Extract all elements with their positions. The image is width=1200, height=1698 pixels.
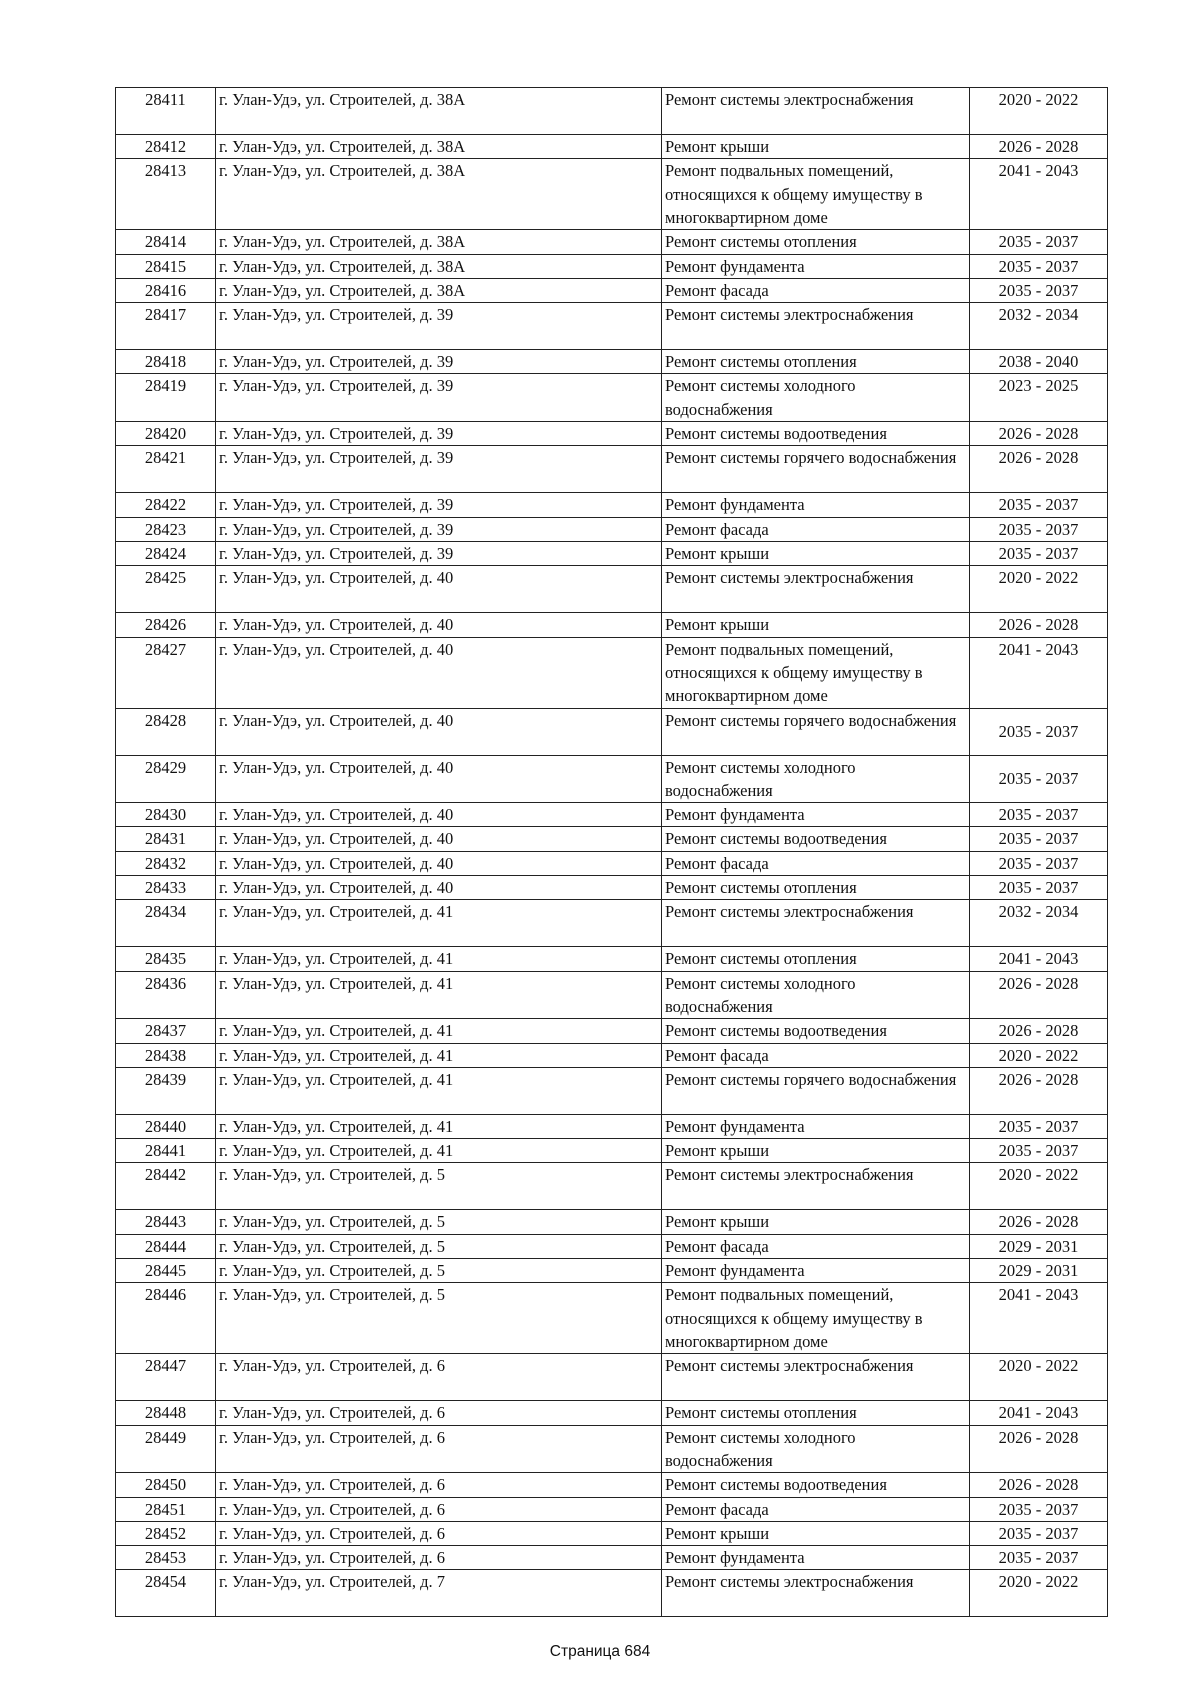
period-cell: 2026 - 2028: [970, 135, 1108, 159]
period-cell: 2035 - 2037: [970, 851, 1108, 875]
table-row: [116, 278, 1108, 302]
address-cell: г. Улан-Удэ, ул. Строителей, д. 41: [216, 947, 662, 971]
table-row: [116, 1043, 1108, 1067]
address-cell: г. Улан-Удэ, ул. Строителей, д. 39: [216, 541, 662, 565]
work-type-cell: Ремонт системы водоотведения: [662, 827, 970, 851]
table-row: [116, 88, 1108, 135]
address-cell: г. Улан-Удэ, ул. Строителей, д. 5: [216, 1210, 662, 1234]
period-cell: 2035 - 2037: [970, 803, 1108, 827]
work-type-cell: Ремонт фундамента: [662, 254, 970, 278]
table-row: [116, 1497, 1108, 1521]
row-number: 28419: [116, 374, 216, 422]
address-cell: г. Улан-Удэ, ул. Строителей, д. 6: [216, 1401, 662, 1425]
row-number: 28434: [116, 900, 216, 947]
row-number: 28430: [116, 803, 216, 827]
row-number: 28420: [116, 422, 216, 446]
address-cell: г. Улан-Удэ, ул. Строителей, д. 40: [216, 755, 662, 803]
period-cell: 2041 - 2043: [970, 1401, 1108, 1425]
period-cell: 2035 - 2037: [970, 493, 1108, 517]
table-row: [116, 566, 1108, 613]
table-row: [116, 541, 1108, 565]
period-cell: 2035 - 2037: [970, 230, 1108, 254]
row-number: 28451: [116, 1497, 216, 1521]
period-cell: 2035 - 2037: [970, 708, 1108, 755]
table-row: [116, 1354, 1108, 1401]
work-type-cell: Ремонт системы отопления: [662, 947, 970, 971]
row-number: 28412: [116, 135, 216, 159]
row-number: 28449: [116, 1425, 216, 1473]
address-cell: г. Улан-Удэ, ул. Строителей, д. 5: [216, 1259, 662, 1283]
period-cell: 2020 - 2022: [970, 1570, 1108, 1617]
work-type-cell: Ремонт системы отопления: [662, 350, 970, 374]
table-row: [116, 517, 1108, 541]
period-cell: 2026 - 2028: [970, 1210, 1108, 1234]
period-cell: 2023 - 2025: [970, 374, 1108, 422]
address-cell: г. Улан-Удэ, ул. Строителей, д. 6: [216, 1473, 662, 1497]
work-type-cell: Ремонт системы горячего водоснабжения: [662, 1067, 970, 1114]
work-type-cell: Ремонт фасада: [662, 1234, 970, 1258]
work-type-cell: Ремонт фундамента: [662, 1114, 970, 1138]
table-row: [116, 230, 1108, 254]
period-cell: 2038 - 2040: [970, 350, 1108, 374]
address-cell: г. Улан-Удэ, ул. Строителей, д. 39: [216, 493, 662, 517]
address-cell: г. Улан-Удэ, ул. Строителей, д. 41: [216, 1139, 662, 1163]
period-cell: 2035 - 2037: [970, 1546, 1108, 1570]
row-number: 28428: [116, 708, 216, 755]
table-row: [116, 1283, 1108, 1354]
address-cell: г. Улан-Удэ, ул. Строителей, д. 38А: [216, 88, 662, 135]
work-type-cell: Ремонт фасада: [662, 1043, 970, 1067]
table-row: [116, 159, 1108, 230]
address-cell: г. Улан-Удэ, ул. Строителей, д. 39: [216, 374, 662, 422]
period-cell: 2035 - 2037: [970, 1114, 1108, 1138]
table-row: [116, 303, 1108, 350]
address-cell: г. Улан-Удэ, ул. Строителей, д. 41: [216, 1067, 662, 1114]
address-cell: г. Улан-Удэ, ул. Строителей, д. 40: [216, 803, 662, 827]
table-row: [116, 493, 1108, 517]
row-number: 28440: [116, 1114, 216, 1138]
period-cell: 2041 - 2043: [970, 1283, 1108, 1354]
work-type-cell: Ремонт системы электроснабжения: [662, 566, 970, 613]
table-row: [116, 1139, 1108, 1163]
period-cell: 2026 - 2028: [970, 422, 1108, 446]
table-row: [116, 1019, 1108, 1043]
period-cell: 2026 - 2028: [970, 1425, 1108, 1473]
table-row: [116, 135, 1108, 159]
work-type-cell: Ремонт системы электроснабжения: [662, 1570, 970, 1617]
row-number: 28448: [116, 1401, 216, 1425]
table-row: [116, 350, 1108, 374]
table-row: [116, 374, 1108, 422]
row-number: 28427: [116, 637, 216, 708]
row-number: 28421: [116, 446, 216, 493]
work-type-cell: Ремонт фундамента: [662, 1259, 970, 1283]
address-cell: г. Улан-Удэ, ул. Строителей, д. 39: [216, 422, 662, 446]
work-type-cell: Ремонт системы холодного водоснабжения: [662, 755, 970, 803]
row-number: 28435: [116, 947, 216, 971]
table-row: [116, 254, 1108, 278]
address-cell: г. Улан-Удэ, ул. Строителей, д. 5: [216, 1163, 662, 1210]
address-cell: г. Улан-Удэ, ул. Строителей, д. 40: [216, 566, 662, 613]
period-cell: 2035 - 2037: [970, 1497, 1108, 1521]
work-type-cell: Ремонт системы холодного водоснабжения: [662, 971, 970, 1019]
period-cell: 2029 - 2031: [970, 1234, 1108, 1258]
row-number: 28453: [116, 1546, 216, 1570]
row-number: 28441: [116, 1139, 216, 1163]
row-number: 28438: [116, 1043, 216, 1067]
period-cell: 2026 - 2028: [970, 1067, 1108, 1114]
period-cell: 2026 - 2028: [970, 613, 1108, 637]
table-row: [116, 446, 1108, 493]
table-body: [116, 88, 1108, 1617]
table-row: [116, 1163, 1108, 1210]
period-cell: 2035 - 2037: [970, 827, 1108, 851]
work-type-cell: Ремонт системы водоотведения: [662, 422, 970, 446]
address-cell: г. Улан-Удэ, ул. Строителей, д. 5: [216, 1234, 662, 1258]
period-cell: 2026 - 2028: [970, 1473, 1108, 1497]
row-number: 28422: [116, 493, 216, 517]
address-cell: г. Улан-Удэ, ул. Строителей, д. 40: [216, 851, 662, 875]
address-cell: г. Улан-Удэ, ул. Строителей, д. 40: [216, 613, 662, 637]
row-number: 28452: [116, 1521, 216, 1545]
row-number: 28431: [116, 827, 216, 851]
work-type-cell: Ремонт фундамента: [662, 1546, 970, 1570]
row-number: 28450: [116, 1473, 216, 1497]
address-cell: г. Улан-Удэ, ул. Строителей, д. 38А: [216, 278, 662, 302]
address-cell: г. Улан-Удэ, ул. Строителей, д. 39: [216, 303, 662, 350]
table-row: [116, 947, 1108, 971]
period-cell: 2026 - 2028: [970, 971, 1108, 1019]
table-row: [116, 613, 1108, 637]
row-number: 28445: [116, 1259, 216, 1283]
row-number: 28411: [116, 88, 216, 135]
work-type-cell: Ремонт системы электроснабжения: [662, 1354, 970, 1401]
period-cell: 2035 - 2037: [970, 278, 1108, 302]
address-cell: г. Улан-Удэ, ул. Строителей, д. 7: [216, 1570, 662, 1617]
table-row: [116, 1546, 1108, 1570]
address-cell: г. Улан-Удэ, ул. Строителей, д. 6: [216, 1497, 662, 1521]
period-cell: 2032 - 2034: [970, 303, 1108, 350]
work-type-cell: Ремонт фасада: [662, 278, 970, 302]
work-type-cell: Ремонт крыши: [662, 613, 970, 637]
period-cell: 2020 - 2022: [970, 1163, 1108, 1210]
row-number: 28415: [116, 254, 216, 278]
row-number: 28418: [116, 350, 216, 374]
address-cell: г. Улан-Удэ, ул. Строителей, д. 41: [216, 900, 662, 947]
repair-schedule-table: [115, 87, 1108, 1617]
address-cell: г. Улан-Удэ, ул. Строителей, д. 40: [216, 708, 662, 755]
period-cell: 2035 - 2037: [970, 876, 1108, 900]
table-row: [116, 422, 1108, 446]
work-type-cell: Ремонт подвальных помещений, относящихся к общему имуществу в многоквартирном доме: [662, 1283, 970, 1354]
work-type-cell: Ремонт системы холодного водоснабжения: [662, 374, 970, 422]
work-type-cell: Ремонт системы электроснабжения: [662, 900, 970, 947]
period-cell: 2032 - 2034: [970, 900, 1108, 947]
work-type-cell: Ремонт системы отопления: [662, 876, 970, 900]
table-row: [116, 1425, 1108, 1473]
work-type-cell: Ремонт системы горячего водоснабжения: [662, 708, 970, 755]
table-row: [116, 1473, 1108, 1497]
period-cell: 2041 - 2043: [970, 159, 1108, 230]
table-row: [116, 755, 1108, 803]
work-type-cell: Ремонт системы водоотведения: [662, 1019, 970, 1043]
row-number: 28416: [116, 278, 216, 302]
period-cell: 2026 - 2028: [970, 1019, 1108, 1043]
row-number: 28447: [116, 1354, 216, 1401]
period-cell: 2029 - 2031: [970, 1259, 1108, 1283]
table-row: [116, 876, 1108, 900]
address-cell: г. Улан-Удэ, ул. Строителей, д. 41: [216, 971, 662, 1019]
work-type-cell: Ремонт системы электроснабжения: [662, 303, 970, 350]
address-cell: г. Улан-Удэ, ул. Строителей, д. 5: [216, 1283, 662, 1354]
address-cell: г. Улан-Удэ, ул. Строителей, д. 38А: [216, 254, 662, 278]
work-type-cell: Ремонт крыши: [662, 541, 970, 565]
period-cell: 2020 - 2022: [970, 1043, 1108, 1067]
work-type-cell: Ремонт фундамента: [662, 493, 970, 517]
work-type-cell: Ремонт системы отопления: [662, 230, 970, 254]
period-cell: 2035 - 2037: [970, 1139, 1108, 1163]
period-cell: 2035 - 2037: [970, 1521, 1108, 1545]
table-row: [116, 827, 1108, 851]
address-cell: г. Улан-Удэ, ул. Строителей, д. 6: [216, 1521, 662, 1545]
row-number: 28439: [116, 1067, 216, 1114]
table-row: [116, 1521, 1108, 1545]
work-type-cell: Ремонт крыши: [662, 1210, 970, 1234]
row-number: 28425: [116, 566, 216, 613]
row-number: 28446: [116, 1283, 216, 1354]
period-cell: 2026 - 2028: [970, 446, 1108, 493]
table-row: [116, 1234, 1108, 1258]
row-number: 28424: [116, 541, 216, 565]
address-cell: г. Улан-Удэ, ул. Строителей, д. 41: [216, 1019, 662, 1043]
period-cell: 2035 - 2037: [970, 755, 1108, 803]
row-number: 28436: [116, 971, 216, 1019]
address-cell: г. Улан-Удэ, ул. Строителей, д. 40: [216, 637, 662, 708]
table-row: [116, 1259, 1108, 1283]
period-cell: 2035 - 2037: [970, 517, 1108, 541]
table-row: [116, 900, 1108, 947]
row-number: 28423: [116, 517, 216, 541]
address-cell: г. Улан-Удэ, ул. Строителей, д. 6: [216, 1546, 662, 1570]
work-type-cell: Ремонт системы отопления: [662, 1401, 970, 1425]
address-cell: г. Улан-Удэ, ул. Строителей, д. 39: [216, 446, 662, 493]
work-type-cell: Ремонт фасада: [662, 851, 970, 875]
row-number: 28444: [116, 1234, 216, 1258]
row-number: 28426: [116, 613, 216, 637]
work-type-cell: Ремонт подвальных помещений, относящихся к общему имуществу в многоквартирном доме: [662, 637, 970, 708]
work-type-cell: Ремонт системы электроснабжения: [662, 1163, 970, 1210]
period-cell: 2035 - 2037: [970, 254, 1108, 278]
work-type-cell: Ремонт системы водоотведения: [662, 1473, 970, 1497]
row-number: 28433: [116, 876, 216, 900]
work-type-cell: Ремонт фундамента: [662, 803, 970, 827]
address-cell: г. Улан-Удэ, ул. Строителей, д. 38А: [216, 230, 662, 254]
table-row: [116, 1570, 1108, 1617]
work-type-cell: Ремонт системы электроснабжения: [662, 88, 970, 135]
table-row: [116, 637, 1108, 708]
work-type-cell: Ремонт крыши: [662, 135, 970, 159]
address-cell: г. Улан-Удэ, ул. Строителей, д. 41: [216, 1043, 662, 1067]
period-cell: 2020 - 2022: [970, 88, 1108, 135]
work-type-cell: Ремонт системы горячего водоснабжения: [662, 446, 970, 493]
work-type-cell: Ремонт крыши: [662, 1139, 970, 1163]
table-row: [116, 1067, 1108, 1114]
address-cell: г. Улан-Удэ, ул. Строителей, д. 39: [216, 517, 662, 541]
period-cell: 2020 - 2022: [970, 566, 1108, 613]
work-type-cell: Ремонт крыши: [662, 1521, 970, 1545]
row-number: 28429: [116, 755, 216, 803]
period-cell: 2041 - 2043: [970, 947, 1108, 971]
row-number: 28413: [116, 159, 216, 230]
row-number: 28437: [116, 1019, 216, 1043]
table-row: [116, 1114, 1108, 1138]
period-cell: 2041 - 2043: [970, 637, 1108, 708]
address-cell: г. Улан-Удэ, ул. Строителей, д. 39: [216, 350, 662, 374]
row-number: 28443: [116, 1210, 216, 1234]
work-type-cell: Ремонт фасада: [662, 1497, 970, 1521]
table-row: [116, 708, 1108, 755]
period-cell: 2020 - 2022: [970, 1354, 1108, 1401]
table-row: [116, 851, 1108, 875]
work-type-cell: Ремонт подвальных помещений, относящихся к общему имуществу в многоквартирном доме: [662, 159, 970, 230]
address-cell: г. Улан-Удэ, ул. Строителей, д. 6: [216, 1354, 662, 1401]
table-row: [116, 803, 1108, 827]
table-row: [116, 1401, 1108, 1425]
row-number: 28432: [116, 851, 216, 875]
table-row: [116, 971, 1108, 1019]
address-cell: г. Улан-Удэ, ул. Строителей, д. 38А: [216, 159, 662, 230]
page-number: Страница 684: [549, 1643, 651, 1660]
address-cell: г. Улан-Удэ, ул. Строителей, д. 40: [216, 827, 662, 851]
row-number: 28417: [116, 303, 216, 350]
address-cell: г. Улан-Удэ, ул. Строителей, д. 40: [216, 876, 662, 900]
address-cell: г. Улан-Удэ, ул. Строителей, д. 38А: [216, 135, 662, 159]
row-number: 28442: [116, 1163, 216, 1210]
work-type-cell: Ремонт системы холодного водоснабжения: [662, 1425, 970, 1473]
work-type-cell: Ремонт фасада: [662, 517, 970, 541]
table-row: [116, 1210, 1108, 1234]
row-number: 28454: [116, 1570, 216, 1617]
period-cell: 2035 - 2037: [970, 541, 1108, 565]
row-number: 28414: [116, 230, 216, 254]
address-cell: г. Улан-Удэ, ул. Строителей, д. 6: [216, 1425, 662, 1473]
address-cell: г. Улан-Удэ, ул. Строителей, д. 41: [216, 1114, 662, 1138]
